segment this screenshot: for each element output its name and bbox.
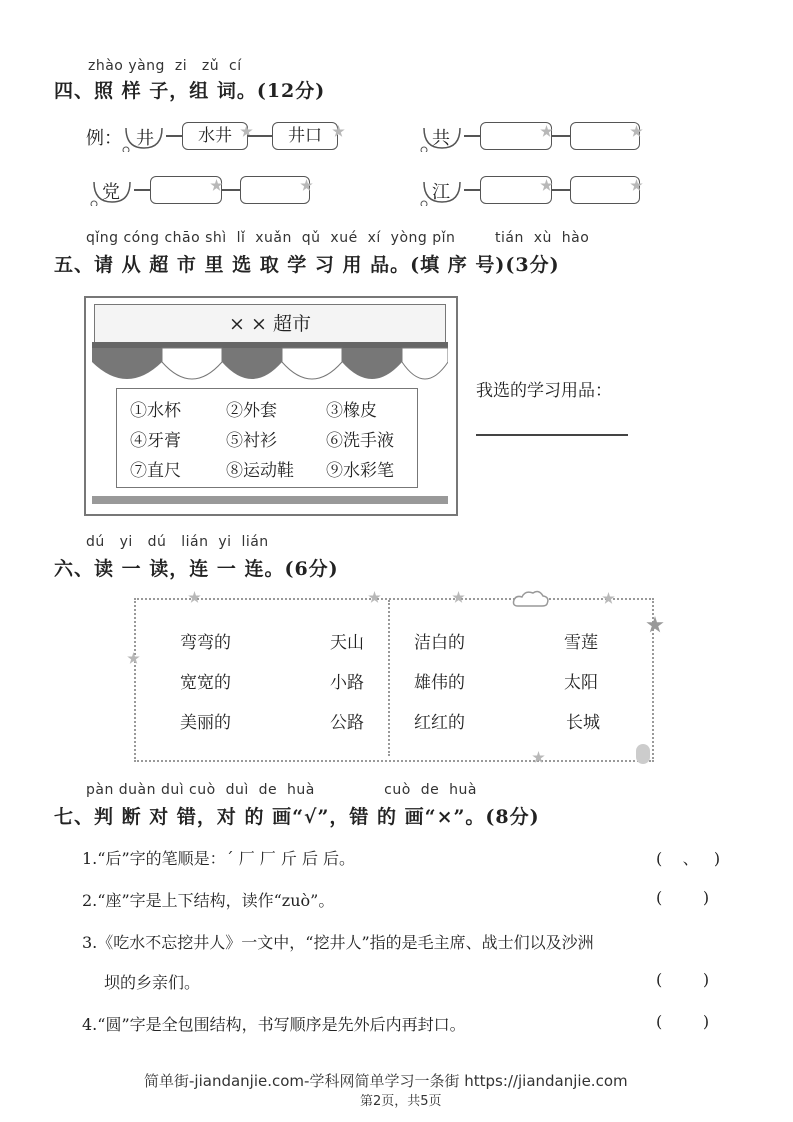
example-label: 例：: [86, 128, 122, 149]
sec7-title: 七、判 断 对 错，对 的 画“√”，错 的 画“×”。(8分): [54, 806, 540, 828]
page-number: 第2页，共5页: [360, 1094, 442, 1109]
right-adj[interactable]: 红红的: [414, 713, 465, 733]
char-gong: 共: [432, 128, 450, 149]
decor-dot: [636, 744, 650, 764]
char-node-dang: [90, 176, 134, 206]
example-word-1: 水井: [182, 122, 248, 150]
char-node-jiang: [420, 176, 464, 206]
item: ①水杯: [130, 401, 181, 421]
example-word-2: 井口: [272, 122, 338, 150]
answer-paren-4[interactable]: ( ): [656, 1012, 710, 1031]
char-dang: 党: [102, 182, 120, 203]
answer-box[interactable]: [570, 122, 640, 150]
right-adj[interactable]: 洁白的: [414, 633, 465, 653]
item: ②外套: [226, 401, 277, 421]
supermarket: [84, 296, 458, 516]
left-adj[interactable]: 美丽的: [180, 713, 231, 733]
item: ③橡皮: [326, 401, 377, 421]
cloud-icon: [512, 590, 550, 608]
item: ⑦直尺: [130, 461, 181, 481]
question-3: 3.《吃水不忘挖井人》一文中，“挖井人”指的是毛主席、战士们以及沙洲: [82, 933, 594, 952]
question-1: 1.“后”字的笔顺是：´ 厂 厂 斤 后 后。: [82, 849, 356, 868]
question-3-cont: 坝的乡亲们。: [104, 973, 201, 992]
right-adj[interactable]: 雄伟的: [414, 673, 465, 693]
sec4-pinyin: zhào yàng zi zǔ cí: [88, 58, 242, 74]
left-adj[interactable]: 宽宽的: [180, 673, 231, 693]
char-node-gong: [420, 122, 464, 152]
store-base: [92, 496, 448, 504]
answer-label: 我选的学习用品：: [476, 381, 612, 401]
sec6-pinyin: dú yi dú lián yi lián: [86, 534, 269, 550]
left-noun[interactable]: 公路: [330, 713, 364, 733]
store-sign: × × 超市: [94, 304, 446, 344]
answer-paren-2[interactable]: ( ): [656, 888, 710, 907]
item: ⑧运动鞋: [226, 461, 294, 481]
answer-box[interactable]: [150, 176, 222, 204]
answer-paren-1[interactable]: ( 、 ): [656, 849, 721, 868]
question-2: 2.“座”字是上下结构，读作“zuò”。: [82, 891, 335, 910]
answer-box[interactable]: [480, 176, 552, 204]
answer-paren-3[interactable]: ( ): [656, 970, 710, 989]
sec6-title: 六、读 一 读，连 一 连。(6分): [54, 558, 339, 580]
answer-box[interactable]: [480, 122, 552, 150]
sec5-pinyin: qǐng cóng chāo shì lǐ xuǎn qǔ xué xí yòng pǐn tián xù hào: [86, 230, 590, 246]
awning-icon: [92, 342, 448, 386]
item: ⑥洗手液: [326, 431, 394, 451]
match-divider: [388, 600, 390, 756]
answer-box[interactable]: [570, 176, 640, 204]
left-adj[interactable]: 弯弯的: [180, 633, 231, 653]
item: ④牙膏: [130, 431, 181, 451]
left-noun[interactable]: 天山: [330, 633, 364, 653]
answer-line[interactable]: [476, 434, 628, 436]
answer-box[interactable]: [240, 176, 310, 204]
right-noun[interactable]: 长城: [566, 713, 600, 733]
sec4-title: 四、照 样 子，组 词。(12分): [54, 80, 326, 102]
watermark: 简单街-jiandanjie.com-学科网简单学习一条街 https://jiandanjie.com: [144, 1072, 628, 1090]
item: ⑤衬衫: [226, 431, 277, 451]
char-jiang: 江: [432, 182, 450, 203]
right-noun[interactable]: 太阳: [564, 673, 598, 693]
question-4: 4.“圆”字是全包围结构，书写顺序是先外后内再封口。: [82, 1015, 466, 1034]
example-char-node: [122, 122, 166, 152]
example-char: 井: [136, 128, 154, 149]
item: ⑨水彩笔: [326, 461, 394, 481]
sec7-pinyin: pàn duàn duì cuò duì de huà cuò de huà: [86, 782, 477, 798]
sec5-title: 五、请 从 超 市 里 选 取 学 习 用 品。(填 序 号)(3分): [54, 254, 560, 276]
left-noun[interactable]: 小路: [330, 673, 364, 693]
right-noun[interactable]: 雪莲: [564, 633, 598, 653]
